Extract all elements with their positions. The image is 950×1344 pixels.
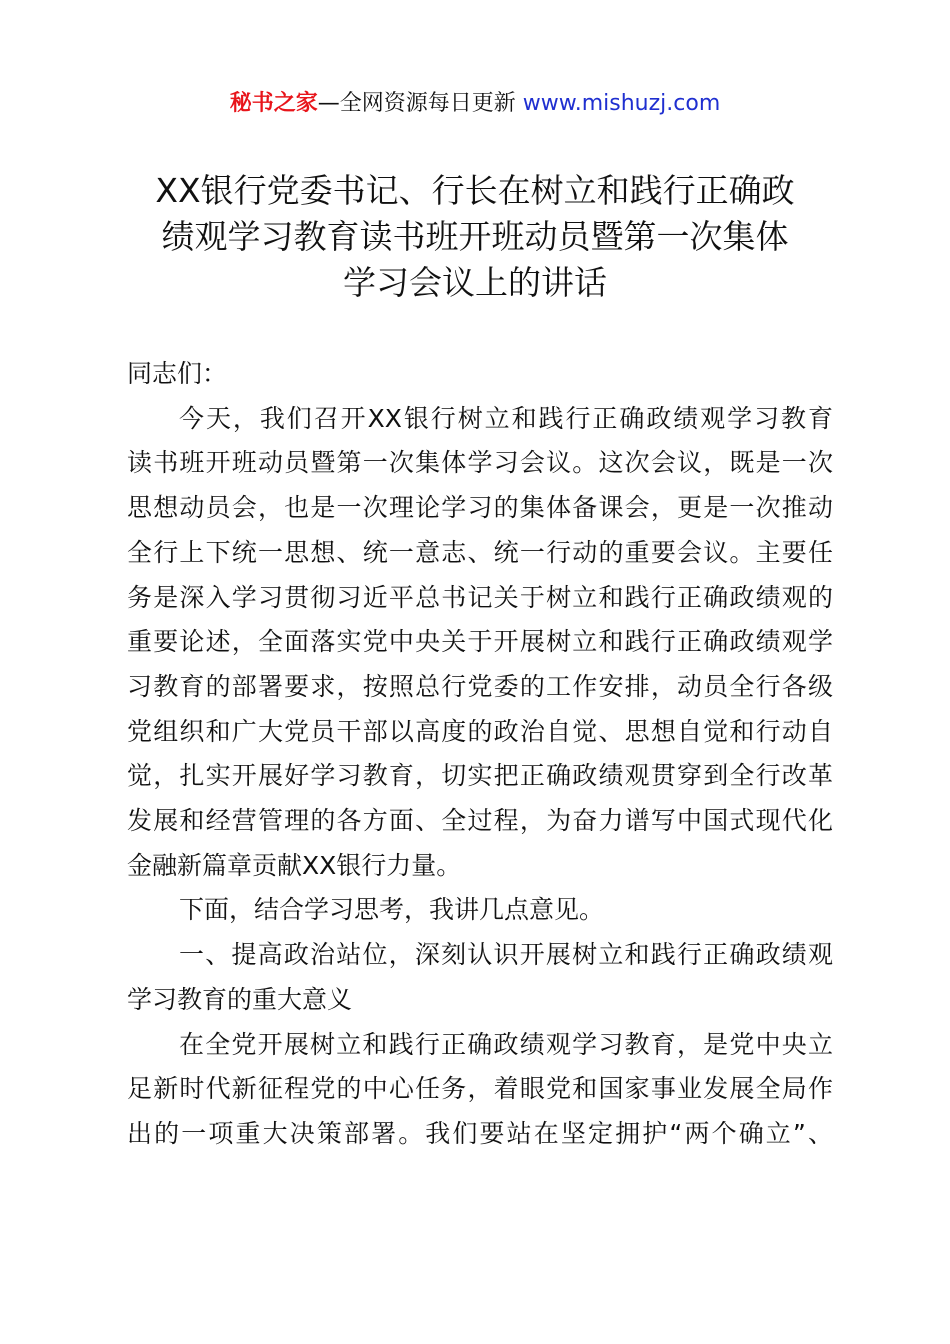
- title-line: XX银行党委书记、行长在树立和践行正确政: [155, 171, 795, 210]
- paragraph-line: 务是深入学习贯彻习近平总书记关于树立和践行正确政绩观的: [127, 582, 833, 612]
- brand-name: 秘书之家: [229, 91, 318, 116]
- paragraph-line: 习教育的部署要求，按照总行党委的工作安排，动员全行各级: [127, 671, 833, 701]
- paragraph-line: 足新时代新征程党的中心任务，着眼党和国家事业发展全局作: [127, 1074, 833, 1104]
- paragraph-line: 在全党开展树立和践行正确政绩观学习教育，是党中央立: [179, 1029, 833, 1059]
- paragraph-line: 出的一项重大决策部署。我们要站在坚定拥护“两个确立”、: [127, 1118, 833, 1148]
- paragraph-line: 觉，扎实开展好学习教育，切实把正确政绩观贯穿到全行改革: [127, 761, 833, 791]
- paragraph: [127, 397, 833, 889]
- title-line: 学习会议上的讲话: [343, 263, 607, 302]
- paragraph-line: 发展和经营管理的各方面、全过程，为奋力谱写中国式现代化: [127, 806, 833, 836]
- paragraph-line: 金融新篇章贡献XX银行力量。: [127, 850, 462, 880]
- site-url[interactable]: www.mishuzj.com: [522, 91, 721, 116]
- paragraph: [127, 933, 833, 1022]
- salutation: 同志们：: [127, 359, 228, 388]
- paragraph-line: 读书班开班动员暨第一次集体学习会议。这次会议，既是一次: [127, 448, 833, 478]
- title-line: 绩观学习教育读书班开班动员暨第一次集体: [161, 217, 789, 256]
- paragraph-line: 学习教育的重大意义: [127, 984, 353, 1014]
- paragraph: [127, 888, 833, 933]
- paragraph: [127, 1023, 833, 1157]
- document-body: [127, 352, 833, 1157]
- paragraph-line: 党组织和广大党员干部以高度的政治自觉、思想自觉和行动自: [127, 716, 833, 746]
- paragraph-line: 重要论述，全面落实党中央关于开展树立和践行正确政绩观学: [127, 627, 833, 657]
- paragraph-line: 一、提高政治站位，深刻认识开展树立和践行正确政绩观: [179, 940, 833, 970]
- header-tagline: —全网资源每日更新: [317, 91, 523, 116]
- paragraph-line: 下面，结合学习思考，我讲几点意见。: [179, 895, 605, 925]
- paragraph-line: 今天，我们召开XX银行树立和践行正确政绩观学习教育: [179, 403, 833, 433]
- site-header: [0, 88, 950, 120]
- paragraph-line: 思想动员会，也是一次理论学习的集体备课会，更是一次推动: [127, 493, 833, 523]
- document-title: [0, 168, 950, 306]
- paragraph-line: 全行上下统一思想、统一意志、统一行动的重要会议。主要任: [127, 537, 833, 567]
